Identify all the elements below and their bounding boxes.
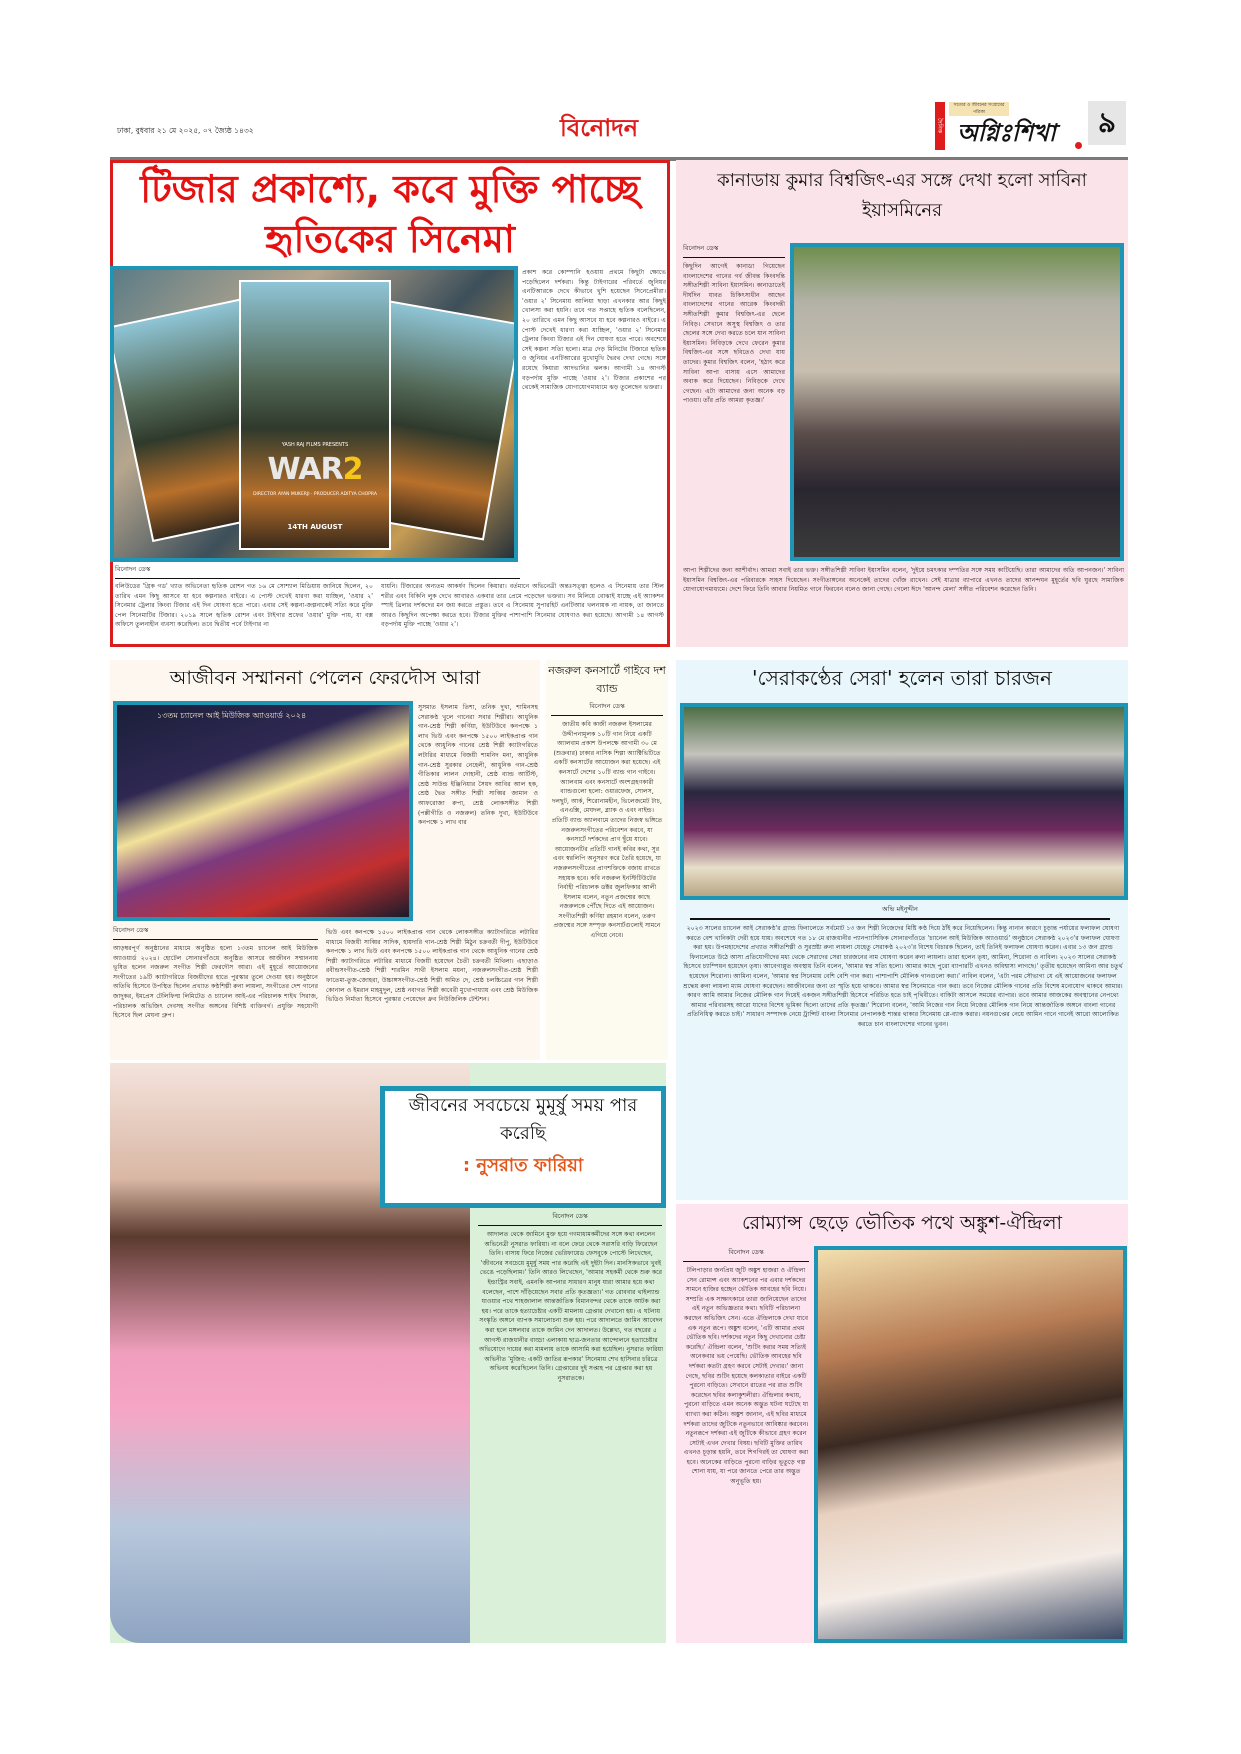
ankush-headline[interactable]: রোম্যান্স ছেড়ে ভৌতিক পথে অঙ্কুশ-ঐন্দ্রিলা — [741, 1212, 1063, 1234]
ferdous-headline[interactable]: আজীবন সম্মাননা পেলেন ফেরদৌস আরা — [169, 667, 481, 689]
serakontho-photo-credit: অভি মইনুদ্দীন — [882, 905, 918, 913]
nusrat-headline[interactable]: জীবনের সবচেয়ে মুমূর্ষু সময় পার করেছি — [408, 1095, 638, 1144]
ankush-oindrila-photo[interactable] — [814, 1246, 1127, 1643]
war2-body-lead: বলিউডের 'গ্রিক গড' খ্যাত অভিনেতা হৃতিক রোশন গত ১৬ মে সোশ্যাল মিডিয়ায় জানিয়ে ছিলেন, ২০ তারিখ এমন কিছু আসবে যা হবে কল্পনারও বাইরে। এ পোস্ট দেখেই ধারণা করা যাচ্ছিল, 'ওয়ার ২' সিনেমার ট্রেলার কিংবা টিজার এই দিন ঘোষণা হতে পারে। এবার সেই কল্পনা-জল্পনাকেই সত্যি করে মুক্তি পেল সিনেমাটির টিজার। ২০১৯ সালে হৃতিক রোশন এবং টাইগার শ্রফের 'ওয়ার' মুক্তি পায়, যা বক্স অফিসে তুলনাহীন ব্যবসা করেছিল। তবে দ্বিতীয় পর্বে টাইগার না — [115, 583, 373, 629]
ferdous-award-photo[interactable] — [113, 701, 413, 921]
ferdous-body-lead: আড়ম্বরপূর্ণ অনুষ্ঠানের মাধ্যমে অনুষ্ঠিত হলো ১৩তম চ্যানেল আই মিউজিক অ্যাওয়ার্ড ২০২৪। হোটেল সোনারগাঁওয়ে অনুষ্ঠিত আসরে আজীবন সম্মাননায় ভূষিত হলেন নজরুল সংগীত শিল্পী ফেরদৌস আরা। এই মুহূর্তে আয়োজনের সংগীতের ১৯টি ক্যাটাগরিতে বিজয়ীদের হাতে পুরস্কার তুলে দেওয়া হয়। অনুষ্ঠানে অতিথি হিসেবে উপস্থিত ছিলেন প্রখ্যাত কণ্ঠশিল্পী রুনা লায়লা, সংগীতের দেশ গানের জাদুকর, ইমপ্রেস টেলিফিল্ম লিমিটেড ও চ্যানেল আই-এর পরিচালক শাইখ সিরাজ, পরিচালক অভিজিৎ দেবসহ সংগীত অঙ্গনের বিশিষ্ট ব্যক্তিবর্গ। প্রযুক্তি সহযোগী হিসেবে ছিল মেঘনা গ্রুপ। — [113, 945, 318, 1020]
poster-studio: YASH RAJ FILMS PRESENTS — [281, 442, 349, 448]
nusrat-byline: বিনোদন ডেস্ক — [478, 1212, 662, 1226]
ferdous-byline: বিনোদন ডেস্ক — [113, 926, 318, 940]
nazrul-byline: বিনোদন ডেস্ক — [551, 702, 663, 716]
section-title: বিনোদন — [560, 113, 639, 142]
award-banner-text: ১৩তম চ্যানেল আই মিউজিক অ্যাওয়ার্ড ২০২৪ — [157, 711, 307, 720]
war2-byline: বিনোদন ডেস্ক — [115, 565, 520, 579]
masthead-dot-icon — [1075, 142, 1082, 149]
masthead-side-label: দৈনিক — [935, 102, 945, 150]
ferdous-body-continued: ভিউ এবং কনপক্ষে ১৫০০ লাইকপ্রাপ্ত গান থেকে লোকসঙ্গীত ক্যাটাগরিতে লটারির মাধ্যমে বিজয়ী সাব্বির সাদিক, হায়দারি গান-শ্রেষ্ঠ শিল্পী মিঠুন চক্রবর্তী দীপু, ইউটিউবে কনপক্ষে ১ লাখ ভিউ এবং কনপক্ষে ১৫০০ লাইকপ্রাপ্ত গান থেকে আধুনিক গানের শ্রেষ্ঠ শিল্পী ক্যাটাগরিতে লটারির মাধ্যমে বিজয়ী হয়েছেন চৈতী চক্রবর্তী মিথিলা। এছাড়াও রবীন্দ্রসংগীত-শ্রেষ্ঠ শিল্পী শারমিন সাথী ইসলাম ময়না, নজরুলসংগীত-শ্রেষ্ঠ শিল্পী ফাতেমা-তুজ-জোহরা, উচ্চাঙ্গসংগীত-শ্রেষ্ঠ শিল্পী অমিত দে, শ্রেষ্ঠ চলচ্চিত্রের গান শিল্পী কোনাল ও ইমরান মাহমুদুল, শ্রেষ্ঠ নবাগত শিল্পী কাবেরী মুখোপাধ্যায় এবং শ্রেষ্ঠ মিউজিক ভিডিও নির্মাতা হিসেবে পুরস্কার পেয়েছেন ধ্রুব নিউজিলিক টেন্টশন। — [326, 929, 538, 1004]
poster-title — [241, 452, 389, 488]
serakontho-divider — [690, 918, 1110, 920]
nazrul-body: জাতীয় কবি কাজী নজরুল ইসলামের উদ্দীপনামূলক ১০টি গান নিয়ে একটি অ্যালবাম প্রকাশ উপলক্ষে আগামী ৩০ মে (শুক্রবার) ঢাকার নাসিক শিল্পা অ্যাক্টিভিটিতে একটি কনসার্টের আয়োজন করা হয়েছে। এই কনসার্টে দেশের ১০টি ব্যান্ড গান গাইবে। অ্যালবাম এবং কনসার্টে অংশগ্রহণকারী ব্যান্ডগুলো হলো: ওয়ারফেজ, সোলস, দলছুট, আর্ক, শিরোনামহীন, ভিলেজমেট টাচ, এনএক্সি, মেঘদল, ব্ল্যাক ও এবং নাইন্ড। প্রতিটি ব্যান্ড অ্যালবামে তাদের নিজস্ব ভঙ্গিতে নজরুলসংগীতের পরিবেশন করবে, যা কনসার্টে দর্শকদের প্রাণ ছুঁয়ে যাবে। আয়োজনটির প্রতিটি গানই কবির কথা, সুর এবং স্বরলিপি অনুসরণ করে তৈরি হয়েছে, যা নজরুলসংগীতের প্রাণশক্তিকে বজায় রাখতে সহায়ক হবে। কবি নজরুল ইনস্টিটিউটের নির্বাহী পরিচালক ডক্টর জুলফিকার আলী ইসলাম বলেন, নতুন প্রজন্মের কাছে নজরুলকে পৌঁছে দিতে এই আয়োজন। সংগীতশিল্পী কর্ণিয়া রহমান বলেন, তরুণ প্রজন্মের সঙ্গে সম্পৃক্ত কনসার্টগুলোই সামনে এগিয়ে নেবে। — [551, 721, 663, 940]
date-line: ঢাকা, বুধবার ২১ মে ২০২৫, ০৭ জ্যৈষ্ঠ ১৪৩২ — [117, 126, 254, 135]
war2-poster-image[interactable] — [110, 266, 518, 562]
ankush-body: টলিপাড়ার জনপ্রিয় জুটি অঙ্কুশ হাজরা ও ঐন্দ্রিলা সেন রোমান্স এবং অ্যাকশনের পর এবার দর্শকদের সামনে হাজির হচ্ছেন ভৌতিক আবহের ছবি নিয়ে। সম্প্রতি এক সাক্ষাৎকারে তারা জানিয়েছেন তাদের এই নতুন অভিজ্ঞতার কথা। ছবিটি পরিচালনা করছেন অভিজিৎ সেন। এতে ঐন্দ্রিলাকে দেখা যাবে এক নতুন রূপে। অঙ্কুশ বলেন, 'এটি আমার প্রথম ভৌতিক ছবি। দর্শকদের নতুন কিছু দেখানোর চেষ্টা করেছি।' ঐন্দ্রিলা বলেন, 'শুটিং করার সময় সত্যিই অনেকবার ভয় পেয়েছি। ভৌতিক আবহের ছবি দর্শকরা কতটা গ্রহণ করবে সেটাই দেখার।' জানা গেছে, ছবির শুটিং হয়েছে কলকাতার বাইরে একটি পুরনো বাড়িতে। সেখানে রাতের পর রাত শুটিং করেছেন ছবির কলাকুশলীরা। ঐন্দ্রিলার কথায়, পুরনো বাড়িতে এমন অনেক অদ্ভুত ঘটনা ঘটেছে যা ব্যাখ্যা করা কঠিন। অঙ্কুশ জানান, এই ছবির মাধ্যমে দর্শকরা তাদের জুটিকে নতুনভাবে আবিষ্কার করবেন। নতুনরূপে দর্শকরা এই জুটিকে কীভাবে গ্রহণ করেন সেটাই এখন দেখার বিষয়। ছবিটি মুক্তির তারিখ এখনও চূড়ান্ত হয়নি, তবে শিগগিরই তা ঘোষণা করা হবে। অনেকের বাড়িতে পুরনো বাড়ির ভূতুড়ে গল্প শোনা যায়, যা পরে জানতে পেরে তার অদ্ভুত অনুভূতি হয়। — [683, 1267, 809, 1486]
serakontho-headline[interactable]: 'সেরাকণ্ঠের সেরা' হলেন তারা চারজন — [752, 666, 1052, 690]
nusrat-speaker: : নুসরাত ফারিয়া — [462, 1155, 584, 1176]
poster-center-image — [239, 280, 391, 550]
poster-credits: DIRECTOR AYAN MUKERJI · PRODUCER ADITYA CHOPRA — [253, 492, 377, 497]
sabina-bishwajit-photo[interactable] — [790, 243, 1124, 561]
masthead-name: অগ্নিঃশিখা — [957, 118, 1056, 147]
poster-release-date: 14TH AUGUST — [287, 523, 343, 531]
page-number: ৯ — [1088, 101, 1126, 145]
sabina-byline: বিনোদন ডেস্ক — [683, 244, 785, 258]
serakontho-winners-photo[interactable] — [680, 703, 1128, 900]
war2-body-column: প্রকাশ করে কোম্পানি হওয়ায় প্রথমে কিছুটা ক্ষোভে পড়েছিলেন দর্শকরা। কিন্তু টাইগারের পরিবর্তে জুনিয়র এনটিআরকে দেখে কীভাবে খুশি হয়েছেন সিনেপ্রেমীরা। 'ওয়ার ২' সিনেমায় আলিয়া ছাড়া এখনকার আর কিছুই খোলসা করা হয়নি। তবে গত সপ্তাহে হৃতিক বলেছিলেন, ২০ তারিখে এমন কিছু আসবে যা হবে কল্পনারও বাইরে। এ পোস্ট দেখেই ধারণা করা যাচ্ছিল, 'ওয়ার ২' সিনেমার ট্রেলার কিংবা টিজার এই দিন ঘোষণা হতে পারে। অবশেষে সেই কল্পনা সত্যি হলো। মাত্র দেড় মিনিটের টিজারে হৃতিক ও জুনিয়র এনটিআরের মুখোমুখি দ্বৈরথ দেখা গেছে। সঙ্গে রয়েছে কিয়ারা আদভানির ঝলক। আগামী ১৪ আগস্ট বড়পর্দায় মুক্তি পাচ্ছে 'ওয়ার ২'। টিজার প্রকাশের পর থেকেই সামাজিক যোগাযোগমাধ্যমে ঝড় তুলেছেন ভক্তরা। — [522, 269, 666, 392]
sabina-body-continued: আপা শিল্পীদের জন্য আশীর্বাদ। আমরা সবাই তার ভক্ত। সঙ্গীতশিল্পী সাবিনা ইয়াসমিন বলেন, 'দুইয়ে চমৎকার দম্পতির সঙ্গে সময় কাটিয়েছি। তারা আমাদের অতি আপনজন।' সাবিনা ইয়াসমিন বিশ্বজিৎ-এর পরিবারকে সাহস দিয়েছেন। সংগীতাঙ্গনের অনেকেই তাদের খোঁজ রাখেন। সেই যাত্রার ব্যাপারে এখনও তাদের আনন্দঘন মুহূর্তের ছবি ঘুরছে সামাজিক যোগাযোগমাধ্যমে। দেশে ফিরে তিনি আবার নিয়মিত গানে ফিরবেন বলেও জানা গেছে। গেলো ঈদে 'আনন্দ মেলা' সঙ্গীত পরিবেশন করেছেন তিনি। — [683, 567, 1124, 594]
nazrul-headline[interactable]: নজরুল কনসার্টে গাইবে দশ ব্যান্ড — [548, 664, 666, 695]
poster-title-number: 2 — [342, 452, 363, 487]
serakontho-body: ২০২৩ সালের চ্যানেল আই সেরাকণ্ঠ'র গ্র্যান্ড ফিনালেতে সর্বমোট ১৩ জন শিল্পী নিজেদের মিষ্টি কণ্ঠ দিয়ে ঠাঁই করে নিয়েছিলেন। কিন্তু নানান কারণে চূড়ান্ত পর্যায়ের ফলাফল ঘোষণা করতে বেশ খানিকটা দেরী হয়ে যায়। অবশেষে গত ১৮ মে রাজধানীর প্যানপ্যাসিফিক সোনারগাঁওতে 'চ্যানেল আই মিউজিক অ্যাওয়ার্ড' অনুষ্ঠানে সেরাকণ্ঠ ২০২৩'র ফলাফল ঘোষণা করা হয়। উপমহাদেশের প্রখ্যাত সঙ্গীতশিল্পী ও সুরস্রষ্টা রুনা লায়লা যেহেতু সেরাকণ্ঠ ২০২৩'র বিশেষ বিচারক ছিলেন, তাই তিনিই ফলাফল ঘোষণা করেন। এবার ১৩ জন গ্র্যান্ড ফিনালেতে উঠে আসা প্রতিযোগীদের মধ্য থেকে সেরাদের সেরা চারজনের নাম ঘোষণা করেন রুনা লায়লা। তারা হলেন তৃষা, আমিনা, শিরোনা ও নাবিল। ২০২৩ সালের সেরাকণ্ঠ হিসেবে চ্যাম্পিয়ন হয়েছেন তৃষা। আবেগাপ্লুত অবস্থায় তিনি বলেন, 'আমার স্বপ্ন সত্যি হলো। আমার কাছে পুরো ব্যাপারটি এখনও অবিশ্বাস্য লাগছে।' তৃতীয় হয়েছেন আমিনা আর চতুর্থ হয়েছেন শিরোনা। আমিনা বলেন, 'আমার স্বপ্ন সিনেমায় বেশি বেশি গান করা। পাশাপাশি মৌলিক গানগুলো করা।' নাবিল বলেন, 'এটা পরম সৌভাগ্য যে এই আয়োজনের ফলাফল শ্রদ্ধেয় রুনা লায়লা ম্যাম ঘোষণা করেছেন। আজীবনের জন্য তা স্মৃতি হয়ে থাকবে। আমার স্বপ্ন সিনেমাতে গান করা। তবে নিজের মৌলিক গানের প্রতি বিশেষ মনোযোগ থাকবে আমার। কারণ আমি আমার নিজের মৌলিক গান দিয়েই একজন সঙ্গীতশিল্পী হিসেবে পরিচিত হতে চাই পৃথিবীতে। বাকিটা আসলে সময়ের ব্যাপার। তবে আমার আজকের অবস্থানের নেপথ্যে আমার পরিবারসহ আরো যাদের বিশেষ ভূমিকা ছিলো তাদের প্রতি কৃতজ্ঞ।' শিরোনা বলেন, 'আমি নিজের গান নিয়ে নিজের মৌলিক গান নিয়ে আন্তর্জাতিক অঙ্গনে বাংলা গানের প্রতিনিধিত্ব করতে চাই।' সাধারণ সম্পাদক নেয়ে ট্রান্সিট বাংলা সিনেমার নেপালকণ্ঠ শান্তর থাকার সিনেমায় প্লে-ব্যাক করার। নয়নগুপ্তের নেয়ে আমিন গানে গানেই আরো আলোকিত করতে চান বাংলাদেশের গানের ভুবন। — [683, 925, 1123, 1028]
war2-body-continued: যায়নি। টিজারের অন্যতম আকর্ষণ ছিলেন কিয়ারা। বর্তমানে অভিনেত্রী অন্তঃসত্ত্বা হলেও এ সিনেমায় তার স্টিল শরীর এবং বিকিনি লুক দেখে আবারও একবার তার প্রেমে পড়েছেন ভক্তরা। সব মিলিয়ে বোঝাই যাচ্ছে এই অ্যাকশন স্পাই থ্রিলার দর্শকদের মন জয় করতে প্রস্তুত। তবে এ সিনেমায় সুপারহিট এনটিআর খলনায়ক না নায়ক, তা জানতে আরও কিছুদিন অপেক্ষা করতে হবে। টিজার মুক্তির পাশাপাশি সিনেমার ঘোষণাও করা হয়েছে। আগামী ১৪ আগস্ট বড়পর্দায় মুক্তি পাচ্ছে 'ওয়ার ২'। — [381, 583, 664, 629]
war2-headline[interactable]: টিজার প্রকাশ্যে, কবে মুক্তি পাচ্ছে হৃতিকের সিনেমা — [140, 167, 640, 261]
masthead-tagline: সত্যের ও জীবনের সংগ্রামের পত্রিকা — [949, 102, 1009, 116]
poster-title-main: WAR — [267, 452, 343, 487]
sabina-body-column: কিছুদিন আগেই কানাডা গিয়েছেন বাংলাদেশের গানের গর্ব জীবন্ত কিংবদন্তি সঙ্গীতশিল্পী সাবিনা ইয়াসমিন। কানাডাতেই দীর্ঘদিন যাবত চিকিৎসাধীন আছেন বাংলাদেশের গানের আরেক কিংবদন্তী সঙ্গীতশিল্পী কুমার বিশ্বজিৎ-এর ছেলে নিবিড়। সেখানে অসুস্থ বিশ্বজিৎ ও তার ছেলের সঙ্গে দেখা করতে চলে যান সাবিনা ইয়াসমিন। নিবিড়কে দেখে ফেরেন কুমার বিশ্বজিৎ-এর সঙ্গে ছবিতেও দেখা যায় তাদের। কুমার বিশ্বজিৎ বলেন, 'হঠাৎ করে সাবিনা আপা বাসায় এসে আমাদের অবাক করে দিয়েছেন। নিবিড়কে দেখে গেছেন। এটা আমাদের জন্য অনেক বড় পাওয়া। তাঁর প্রতি আমরা কৃতজ্ঞ।' — [683, 263, 785, 405]
sabina-headline[interactable]: কানাডায় কুমার বিশ্বজিৎ-এর সঙ্গে দেখা হলো সাবিনা ইয়াসমিনের — [717, 170, 1087, 221]
nusrat-body: আদালত থেকে জামিনে মুক্ত হয়ে গণমাধ্যমকর্মীদের সঙ্গে কথা বললেন অভিনেত্রী নুসরাত ফারিয়া। না বলে ফেরে থেকে সরাসরি বাড়ি ফিরেছেন তিনি। বাসায় ফিরে নিজের ভেরিফায়েড ফেসবুকে পোস্টে লিখেছেন, 'জীবনের সবচেয়ে মুমূর্ষু সময় পার করেছি এই দুইটা দিন। মানসিকভাবে খুবই ভেঙে পড়েছিলাম।' তিনি আরও লিখেছেন, 'আমার সহকর্মী থেকে শুরু করে ইন্ডাস্ট্রির সবাই, এমনকি আপনার সাধারণ মানুষ যারা আমার হয়ে কথা বলেছেন, পাশে দাঁড়িয়েছেন সবার প্রতি কৃতজ্ঞতা।' গত রোববার থাইল্যান্ড যাওয়ার পথে শাহজালাল আন্তর্জাতিক বিমানবন্দর থেকে তাকে আটক করা হয়। পরে তাকে হত্যাচেষ্টার একটি মামলায় গ্রেপ্তার দেখানো হয়। এ ঘটনায় সংস্কৃতি অঙ্গনে ব্যাপক সমালোচনা শুরু হয়। পরে আদালতে জামিন আবেদন করা হলে মঙ্গলবার তাকে জামিন দেন আদালত। উল্লেখ্য, গত বছরের ৫ আগস্ট রাজধানীর বাড্ডা এলাকায় ছাত্র-জনতার আন্দোলনে হত্যাচেষ্টার অভিযোগে দায়ের করা মামলায় তাকে আসামি করা হয়েছিল। নুসরাত ফারিয়া অভিনীত 'মুজিব: একটি জাতির রূপকার' সিনেমায় শেখ হাসিনার চরিত্রে অভিনয় করেছিলেন তিনি। গ্রেপ্তারের দুই সপ্তাহ পর গ্রেপ্তার করা হয় নুসরাতকে। — [478, 1231, 663, 1382]
ferdous-body-column: সুসমাত ইসলাম তিশা, তনিক দুখা, শামিনসহ সেরাকণ্ঠ খুলে গানেরা সবার শিল্পীরা। আধুনিক গান-শ্রেষ্ঠ শিল্পী কর্ণিয়া, ইউটিউবে কনপক্ষে ১ লাখ ভিউ এবং কনপক্ষে ১৫০০ লাইকপ্রাপ্ত গান থেকে আধুনিক গানের শ্রেষ্ঠ শিল্পী ক্যাটাগরিতে লটারির মাধ্যমে বিজয়ী শামনিদ মনা, আধুনিক গান-শ্রেষ্ঠ সুরকার নেহেলী, আধুনিক গান-শ্রেষ্ঠ গীতিকার লালন দোহানী, শ্রেষ্ঠ ব্যান্ড আর্টিস্ট, শ্রেষ্ঠ সাউন্ড ইঞ্জিনিয়ার সৈয়দ আবির আল হক, শ্রেষ্ঠ দ্বৈত সঙ্গীত শিল্পী সাব্বির জামান ও আফরোজা রুপা, শ্রেষ্ঠ লোকসঙ্গীত শিল্পী (পল্লীগীতি ও নজরুল) তনিক দুখা, ইউটিউবে কনপক্ষে ১ লাখ বার — [418, 704, 538, 827]
ankush-byline: বিনোদন ডেস্ক — [683, 1248, 809, 1262]
masthead-logo[interactable] — [935, 100, 1085, 152]
